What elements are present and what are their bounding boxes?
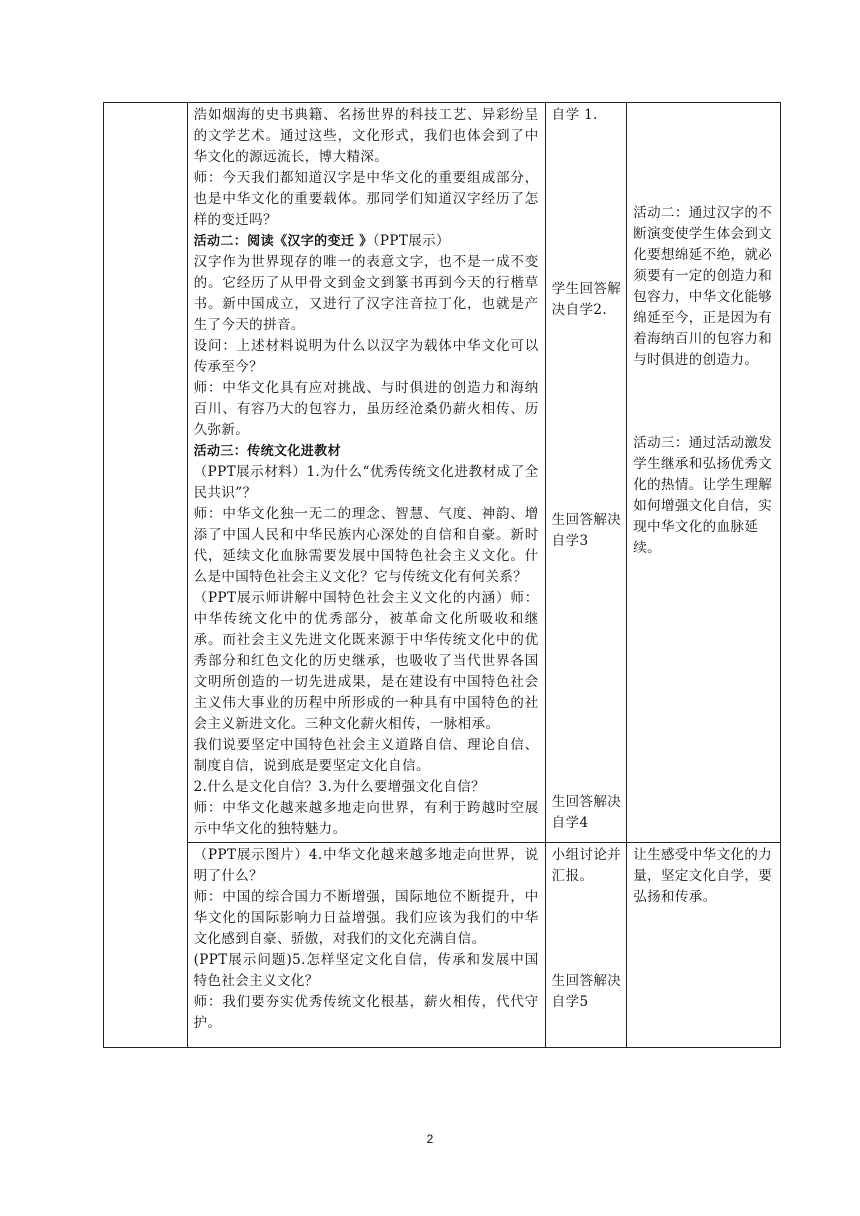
content-paragraph: 师：今天我们都知道汉字是中华文化的重要组成部分，也是中华文化的重要载体。那同学们知道汉字经历了怎样的变迁吗？ (193, 170, 539, 228)
content-paragraph: 我们说要坚定中国特色社会主义道路自信、理论自信、制度自信，说到底是要坚定文化自信。 (193, 737, 539, 774)
activity-title: 活动二：阅读《汉字的变迁 》 (193, 234, 373, 249)
student-note: 生回答解决自学3 (551, 512, 622, 549)
content-paragraph: (PPT展示问题)5.怎样坚定文化自信，传承和发展中国特色社会主义文化？ (193, 952, 539, 989)
content-cell (187, 843, 545, 1048)
page-number: 2 (426, 1132, 434, 1146)
design-intent-cell (627, 843, 781, 1048)
content-paragraph: 师：我们要夯实优秀传统文化根基，薪火相传，代代守护。 (193, 994, 539, 1031)
design-note: 活动三：通过活动激发学生继承和弘扬优秀文化的热情。让学生理解如何增强文化自信，实现中华文化的血脉延续。 (633, 435, 773, 556)
student-note: 生回答解决自学5 (551, 973, 622, 1010)
activity-note: （PPT展示） (372, 233, 450, 249)
design-intent-cell (627, 103, 781, 843)
activity-heading (194, 441, 539, 462)
content-paragraph: 师：中华文化独一无二的理念、智慧、气度、神韵、增添了中国人民和中华民族内心深处的自信和自豪。新时代，延续文化血脉需要发展中国特色社会主义文化。什么是中国特色社会主义文化？它与传统文化有何关系？ (193, 506, 539, 585)
student-note: 小组讨论并汇报。 (551, 847, 622, 884)
design-note: 活动二：通过汉字的不断演变使学生体会到文化要想绵延不绝，就必须要有一定的创造力和包容力，中华文化能够绵延至今，正是因为有着海纳百川的包容力和与时俱进的创造力。 (633, 205, 773, 368)
content-paragraph: （PPT展示材料）1.为什么“优秀传统文化进教材成了全民共识”？ (193, 464, 539, 501)
student-note: 学生回答解决自学2. (551, 281, 622, 318)
activity-title: 活动三：传统文化进教材 (193, 444, 341, 459)
student-activity-cell (545, 103, 627, 843)
content-paragraph: （PPT展示师讲解中国特色社会主义文化的内涵）师：中华传统文化中的优秀部分，被革命文化所吸收和继承。而社会主义先进文化既来源于中华传统文化中的优秀部分和红色文化的历史继承，也吸收了当代世界各国文明所创造的一切先进成果，是在建设有中国特色社会主义伟大事业的历程中所形成的一种具有中国特色的社会主义新进文化。三种文化薪火相传，一脉相承。 (193, 590, 539, 732)
design-note: 让生感受中华文化的力量，坚定文化自学，要弘扬和传承。 (633, 847, 773, 905)
content-paragraph: 师：中华文化越来越多地走向世界，有利于跨越时空展示中华文化的独特魅力。 (193, 800, 539, 837)
content-paragraph: （PPT展示图片）4.中华文化越来越多地走向世界，说明了什么？ (193, 847, 539, 884)
table-row (104, 843, 781, 1048)
section-cell (104, 103, 188, 1048)
content-paragraph: 师：中国的综合国力不断增强，国际地位不断提升，中华文化的国际影响力日益增强。我们应该为我们的中华文化感到自豪、骄傲，对我们的文化充满自信。 (193, 889, 539, 947)
student-note: 生回答解决自学4 (551, 794, 622, 831)
student-note: 自学 1. (551, 107, 598, 123)
content-paragraph: 浩如烟海的史书典籍、名扬世界的科技工艺、异彩纷呈的文学艺术。通过这些，文化形式，我们也体会到了中华文化的源远流长，博大精深。 (193, 107, 539, 165)
content-paragraph: 设问：上述材料说明为什么以汉字为载体中华文化可以传承至今？ (193, 338, 539, 375)
table-row (104, 103, 781, 843)
student-activity-cell (545, 843, 627, 1048)
content-paragraph: 汉字作为世界现存的唯一的表意文字，也不是一成不变的。它经历了从甲骨文到金文到篆书再到今天的行楷草书。新中国成立，又进行了汉字注音拉丁化，也就是产生了今天的拼音。 (193, 254, 539, 333)
activity-heading (194, 231, 539, 252)
content-cell (187, 103, 545, 843)
content-paragraph: 师：中华文化具有应对挑战、与时俱进的创造力和海纳百川、有容乃大的包容力，虽历经沧桑仍薪火相传、历久弥新。 (193, 380, 539, 438)
content-paragraph: 2.什么是文化自信？3.为什么要增强文化自信？ (193, 779, 486, 795)
lesson-plan-table (103, 102, 781, 1048)
